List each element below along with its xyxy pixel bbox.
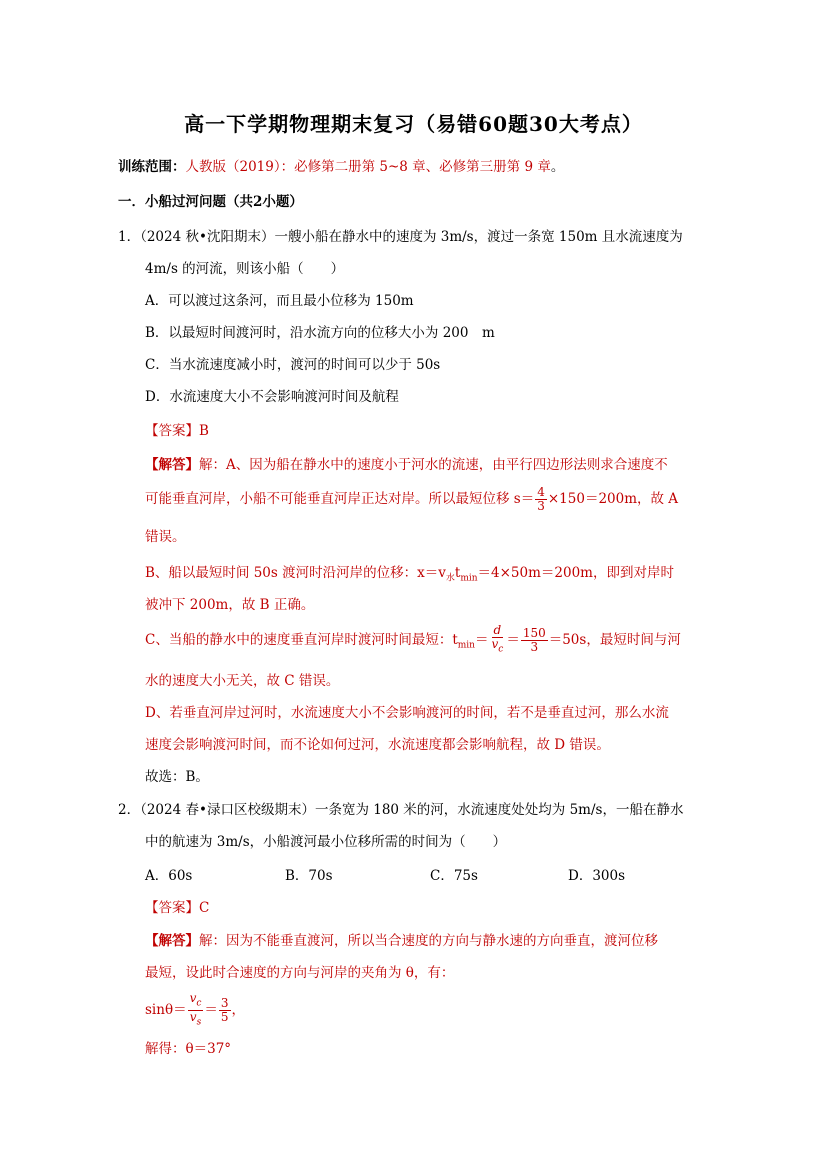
fraction-denominator: 3 <box>530 640 539 654</box>
scope-end: 。 <box>550 159 565 175</box>
q1-b-sub2: min <box>460 573 478 584</box>
q1-explain-c2: 水的速度大小无关，故 C 错误。 <box>145 673 340 689</box>
q2-explain-line2: 最短，设此时合速度的方向与河岸的夹角为 θ，有： <box>145 965 455 981</box>
q2-answer: 【答案】C <box>145 900 210 916</box>
q1-explain-b2: 被冲下 200m，故 B 正确。 <box>145 597 315 613</box>
fraction-denominator: 5 <box>220 1010 229 1024</box>
q1-explain-d2: 速度会影响渡河时间，而不论如何过河，水流速度都会影响航程，故 D 错误。 <box>145 737 610 753</box>
q1-b-sub1: 水 <box>445 573 455 584</box>
fraction <box>535 486 547 513</box>
fraction-numerator: 3 <box>220 996 229 1010</box>
fraction-numerator: d <box>493 623 502 638</box>
q1-explain-a1: 解：A、因为船在静水中的速度小于河水的流速，由平行四边形法则求合速度不 <box>199 457 668 473</box>
q1-c-eq: ＝ <box>474 632 489 648</box>
q2-stem-line1: 2．（2024 春•渌口区校级期末）一条宽为 180 米的河，水流速度处处均为 5m/s，一船在静水 <box>118 802 684 818</box>
q2-stem-line2: 中的航速为 3m/s，小船渡河最小位移所需的时间为（ ） <box>145 834 507 850</box>
q1-stem-line1: 1．（2024 秋•沈阳期末）一艘小船在静水中的速度为 3m/s，渡过一条宽 150m 且水流速度为 <box>118 229 683 245</box>
q2-explain-tag: 【解答】 <box>145 933 199 949</box>
q1-option-d: D．水流速度大小不会影响渡河时间及航程 <box>145 389 399 405</box>
fraction-denominator-main: v <box>189 1010 197 1024</box>
fraction-denominator <box>489 638 505 656</box>
q2-sin-eq: ＝ <box>204 1002 218 1018</box>
scope-text: 人教版（2019）：必修第二册第 5~8 章、必修第三册第 9 章 <box>185 159 551 175</box>
q2-option-b: B．70s <box>285 868 333 884</box>
q2-explain-line1 <box>145 932 658 950</box>
q1-explain-line2 <box>145 484 678 514</box>
q2-solve: 解得：θ＝37° <box>145 1041 232 1057</box>
q1-c-sub: min <box>457 640 475 651</box>
q1-c-pre: C、当船的静水中的速度垂直河岸时渡河时间最短：t <box>145 632 458 648</box>
fraction-numerator <box>188 992 204 1011</box>
fraction-numerator: 4 <box>537 485 545 499</box>
q2-sin-formula <box>145 990 245 1030</box>
q1-b-pre: B、船以最短时间 50s 渡河时沿河岸的位移：x＝v <box>145 565 446 581</box>
fraction-numerator-main: v <box>189 990 197 1005</box>
q1-explain-d1: D、若垂直河岸过河时，水流速度大小不会影响渡河的时间，若不是垂直过河，那么水流 <box>145 705 669 721</box>
q1-option-a: A．可以渡过这条河，而且最小位移为 150m <box>145 293 414 309</box>
q1-explain-line3: 错误。 <box>145 529 186 545</box>
fraction-denominator <box>188 1011 203 1029</box>
q1-explain-a2-pre: 可能垂直河岸，小船不可能垂直河岸正达对岸。所以最短位移 s＝ <box>145 491 535 507</box>
fraction <box>489 624 505 656</box>
fraction-denominator: 3 <box>537 499 545 513</box>
q1-explain-line1 <box>145 456 668 474</box>
q1-b-mid: t <box>454 565 461 581</box>
fraction-denominator-sub: s <box>196 1017 202 1028</box>
q1-option-b: B．以最短时间渡河时，沿水流方向的位移大小为 200 m <box>145 325 495 341</box>
q1-explain-c1 <box>145 622 681 664</box>
fraction-denominator-main: v <box>491 637 499 652</box>
fraction-numerator: 150 <box>522 626 546 640</box>
q1-explain-b1 <box>145 564 674 588</box>
q1-answer: 【答案】B <box>145 423 209 439</box>
q2-sin-post: ， <box>231 1002 246 1018</box>
fraction-numerator-sub: c <box>196 998 202 1008</box>
q1-option-c: C．当水流速度减小时，渡河的时间可以少于 50s <box>145 357 441 373</box>
q1-b-post: ＝4×50m＝200m，即到对岸时 <box>477 565 674 581</box>
q1-c-post: ＝50s，最短时间与河 <box>548 632 681 648</box>
q1-explain-a2-post: ×150＝200m，故 A <box>547 491 679 507</box>
fraction <box>521 627 548 654</box>
fraction-denominator-sub: c <box>498 644 504 655</box>
q2-explain-text1: 解：因为不能垂直渡河，所以当合速度的方向与静水速的方向垂直，渡河位移 <box>199 933 658 949</box>
q1-choose: 故选：B。 <box>145 769 209 785</box>
q2-option-c: C．75s <box>430 868 478 884</box>
fraction <box>188 992 204 1030</box>
page-title: 高一下学期物理期末复习（易错60题30大考点） <box>184 112 643 136</box>
q2-sin-pre: sinθ＝ <box>145 1002 187 1018</box>
section-heading: 一．小船过河问题（共2小题） <box>118 194 303 210</box>
training-scope <box>118 158 564 176</box>
q2-option-d: D．300s <box>568 868 626 884</box>
q2-option-a: A．60s <box>145 868 193 884</box>
q1-c-eq2: ＝ <box>506 632 520 648</box>
scope-label: 训练范围： <box>118 159 186 175</box>
fraction <box>219 997 231 1024</box>
q1-explain-tag: 【解答】 <box>145 457 199 473</box>
q1-stem-line2: 4m/s 的河流，则该小船（ ） <box>145 261 345 277</box>
